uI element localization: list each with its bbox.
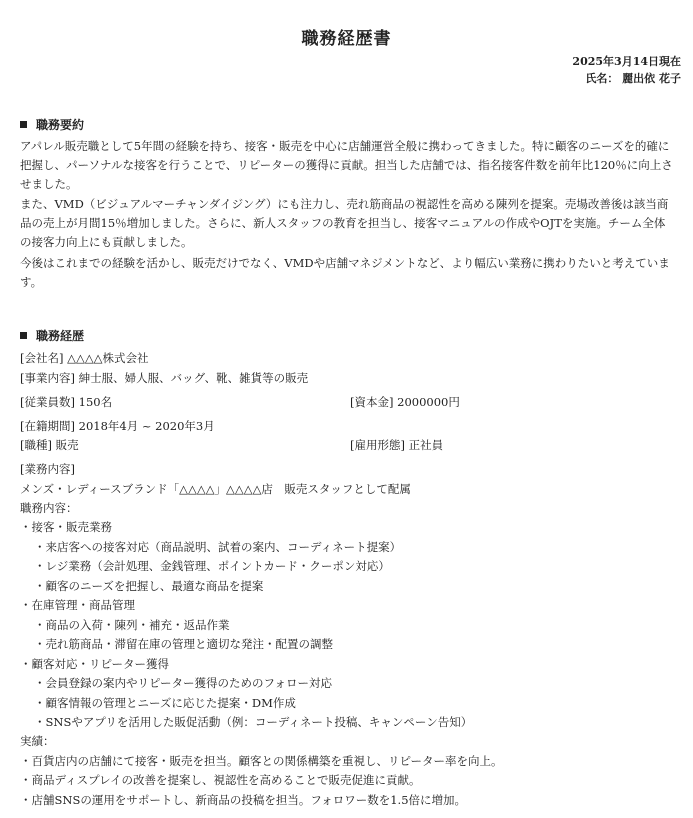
employment-period: [在籍期間] 2018年4月 ~ 2020年3月 [20,419,215,433]
employee-count: [従業員数] 150名 [20,395,113,409]
duty-item: ・会員登録の案内やリピーター獲得のためのフォロー対応 [34,676,332,690]
history-heading-text: 職務経歴 [36,329,85,343]
achievements-intro: 実績： [20,734,55,748]
summary-heading [20,116,84,133]
document-title: 職務経歴書 [301,29,392,49]
summary-paragraph-2: また、VMD（ビジュアルマーチャンダイジング）にも注力し、売れ筋商品の視認性を高める陳列を提案。売場改善後は該当商品の売上が月間15％増加しました。さらに、新人スタッフの教育を担当し、接客マニュアルの作成やOJTを実施。チーム全体の接客力向上にも貢献しました。 [20,197,669,250]
duty-group: ・接客・販売業務 [20,520,112,534]
duty-item: ・SNSやアプリを活用した販促活動（例：コーディネート投稿、キャンペーン告知） [34,715,473,729]
summary-paragraph-3: 今後はこれまでの経験を活かし、販売だけでなく、VMDや店舗マネジメントなど、より幅広い業務に携わりたいと考えています。 [20,256,670,290]
business-description: [事業内容] 紳士服、婦人服、バッグ、靴、雑貨等の販売 [20,371,309,385]
duty-group: ・在庫管理・商品管理 [20,598,135,612]
duty-item: ・売れ筋商品・滞留在庫の管理と適切な発注・配置の調整 [34,637,333,651]
job-role: [職種] 販売 [20,438,79,452]
history-heading [20,327,84,344]
duty-item: ・顧客情報の管理とニーズに応じた提案・DM作成 [34,696,296,710]
duty-item: ・商品の入荷・陳列・補充・返品作業 [34,618,230,632]
achievement-item: ・百貨店内の店舗にて接客・販売を担当。顧客との関係構築を重視し、リピーター率を向上。 [20,754,503,768]
achievement-item: ・店舗SNSの運用をサポートし、新商品の投稿を担当。フォロワー数を1.5倍に増加。 [20,793,467,807]
square-bullet-icon [20,121,27,128]
duties-label: [業務内容] [20,462,75,476]
assignment-line: メンズ・レディースブランド「△△△△」△△△△店 販売スタッフとして配属 [20,482,411,496]
summary-heading-text: 職務要約 [36,118,85,132]
duty-group: ・顧客対応・リピーター獲得 [20,657,170,671]
employment-type: [雇用形態] 正社員 [350,438,444,452]
square-bullet-icon [20,332,27,339]
applicant-name: 氏名： 麗出依 花子 [585,72,681,85]
duty-item: ・レジ業務（会計処理、金銭管理、ポイントカード・クーポン対応） [34,559,390,573]
document-date: 2025年3月14日現在 [572,55,681,68]
duty-item: ・顧客のニーズを把握し、最適な商品を提案 [34,579,264,593]
duties-intro: 職務内容： [20,501,78,515]
summary-paragraph-1: アパレル販売職として5年間の経験を持ち、接客・販売を中心に店舗運営全般に携わってきました。特に顧客のニーズを的確に把握し、パーソナルな接客を行うことで、リピーターの獲得に貢献。担当した店舗では、指名接客件数を前年比120％に向上させました。 [20,139,673,192]
achievement-item: ・商品ディスプレイの改善を提案し、視認性を高めることで販売促進に貢献。 [20,773,421,787]
capital-amount: [資本金] 2000000円 [350,395,460,409]
company-name: [会社名] △△△△株式会社 [20,351,149,365]
duty-item: ・来店客への接客対応（商品説明、試着の案内、コーディネート提案） [34,540,402,554]
